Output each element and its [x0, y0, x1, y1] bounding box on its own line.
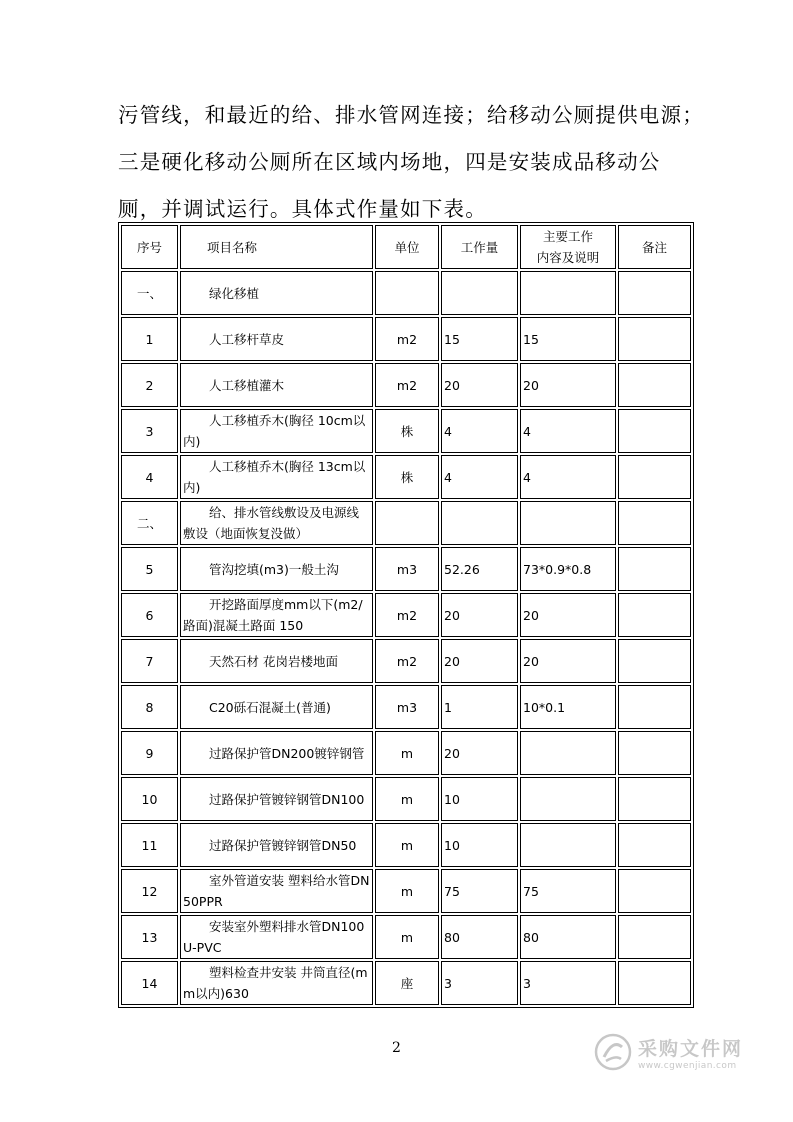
- table-row: [121, 685, 691, 729]
- cell-index: 14: [121, 961, 178, 1005]
- cell-name: 过路保护管镀锌钢管DN100: [180, 777, 373, 821]
- cell-quantity: 20: [441, 593, 518, 637]
- cell-name: 室外管道安装 塑料给水管DN50PPR: [180, 869, 373, 913]
- cell-unit: m: [375, 731, 439, 775]
- cell-index: 13: [121, 915, 178, 959]
- watermark-logo-icon: [594, 1033, 632, 1071]
- table-row: [121, 501, 691, 545]
- cell-quantity: 20: [441, 731, 518, 775]
- cell-name: 人工移植乔木(胸径 10cm以内): [180, 409, 373, 453]
- cell-quantity: 20: [441, 639, 518, 683]
- cell-index: 9: [121, 731, 178, 775]
- table-row: [121, 317, 691, 361]
- paragraph-line: 三是硬化移动公厕所在区域内场地，四是安装成品移动公: [118, 150, 661, 174]
- cell-remark: [618, 777, 691, 821]
- cell-remark: [618, 823, 691, 867]
- table-row: [121, 961, 691, 1005]
- cell-quantity: 10: [441, 823, 518, 867]
- cell-remark: [618, 271, 691, 315]
- cell-name: 人工移杆草皮: [180, 317, 373, 361]
- cell-index: 2: [121, 363, 178, 407]
- paragraph-line: 厕，并调试运行。具体式作量如下表。: [118, 197, 487, 221]
- cell-description: 3: [520, 961, 616, 1005]
- intro-paragraph: [118, 92, 704, 233]
- cell-quantity: [441, 271, 518, 315]
- table-row: [121, 593, 691, 637]
- cell-name: 安装室外塑料排水管DN100U-PVC: [180, 915, 373, 959]
- cell-quantity: 75: [441, 869, 518, 913]
- cell-name: 过路保护管镀锌钢管DN50: [180, 823, 373, 867]
- cell-index: 6: [121, 593, 178, 637]
- cell-remark: [618, 731, 691, 775]
- cell-unit: 株: [375, 409, 439, 453]
- cell-name: 人工移植灌木: [180, 363, 373, 407]
- cell-name: 天然石材 花岗岩楼地面: [180, 639, 373, 683]
- paragraph-line: 污管线，和最近的给、排水管网连接；给移动公厕提供电源；: [118, 103, 704, 127]
- cell-description: 20: [520, 639, 616, 683]
- cell-remark: [618, 363, 691, 407]
- cell-description: 10*0.1: [520, 685, 616, 729]
- cell-description: 4: [520, 455, 616, 499]
- cell-index: 5: [121, 547, 178, 591]
- cell-name: 塑料检查井安装 井筒直径(mm以内)630: [180, 961, 373, 1005]
- cell-description: 73*0.9*0.8: [520, 547, 616, 591]
- cell-index: 一、: [121, 271, 178, 315]
- table-row: [121, 455, 691, 499]
- cell-unit: m2: [375, 639, 439, 683]
- cell-name: 管沟挖填(m3)一般土沟: [180, 547, 373, 591]
- watermark: [594, 1030, 764, 1074]
- header-cell-index: 序号: [121, 225, 178, 269]
- table-row: [121, 639, 691, 683]
- cell-unit: [375, 501, 439, 545]
- cell-name: 人工移植乔木(胸径 13cm以内): [180, 455, 373, 499]
- cell-remark: [618, 915, 691, 959]
- cell-remark: [618, 455, 691, 499]
- cell-unit: m: [375, 869, 439, 913]
- table-header-row: [121, 225, 691, 269]
- cell-quantity: 1: [441, 685, 518, 729]
- table-row: [121, 363, 691, 407]
- cell-remark: [618, 685, 691, 729]
- cell-unit: m: [375, 823, 439, 867]
- table-row: [121, 271, 691, 315]
- cell-index: 12: [121, 869, 178, 913]
- cell-description: [520, 777, 616, 821]
- cell-description: 4: [520, 409, 616, 453]
- cell-index: 4: [121, 455, 178, 499]
- cell-index: 7: [121, 639, 178, 683]
- cell-unit: m2: [375, 317, 439, 361]
- cell-unit: m: [375, 915, 439, 959]
- table-row: [121, 777, 691, 821]
- cell-name: C20砾石混凝土(普通): [180, 685, 373, 729]
- cell-name: 开挖路面厚度mm以下(m2/路面)混凝土路面 150: [180, 593, 373, 637]
- watermark-title: 采购文件网: [638, 1037, 744, 1060]
- cell-remark: [618, 501, 691, 545]
- cell-unit: m: [375, 777, 439, 821]
- cell-quantity: 80: [441, 915, 518, 959]
- cell-unit: m3: [375, 547, 439, 591]
- table-row: [121, 823, 691, 867]
- cell-remark: [618, 639, 691, 683]
- cell-index: 1: [121, 317, 178, 361]
- watermark-url: www.cgwenjian.com: [638, 1060, 737, 1071]
- cell-remark: [618, 869, 691, 913]
- cell-unit: 座: [375, 961, 439, 1005]
- header-cell-quantity: 工作量: [441, 225, 518, 269]
- cell-unit: m3: [375, 685, 439, 729]
- cell-description: [520, 823, 616, 867]
- header-cell-remark: 备注: [618, 225, 691, 269]
- cell-index: 3: [121, 409, 178, 453]
- cell-quantity: 52.26: [441, 547, 518, 591]
- cell-description: [520, 731, 616, 775]
- cell-quantity: 15: [441, 317, 518, 361]
- table-row: [121, 547, 691, 591]
- cell-name: 给、排水管线敷设及电源线敷设（地面恢复没做）: [180, 501, 373, 545]
- cell-unit: [375, 271, 439, 315]
- cell-description: [520, 271, 616, 315]
- cell-quantity: 20: [441, 363, 518, 407]
- header-cell-name: 项目名称: [180, 225, 373, 269]
- header-cell-unit: 单位: [375, 225, 439, 269]
- cell-name: 过路保护管DN200镀锌钢管: [180, 731, 373, 775]
- cell-remark: [618, 317, 691, 361]
- work-quantity-table: [118, 222, 694, 1008]
- cell-index: 11: [121, 823, 178, 867]
- cell-unit: m2: [375, 363, 439, 407]
- cell-description: 20: [520, 363, 616, 407]
- cell-remark: [618, 547, 691, 591]
- cell-remark: [618, 409, 691, 453]
- cell-index: 8: [121, 685, 178, 729]
- cell-description: [520, 501, 616, 545]
- cell-name: 绿化移植: [180, 271, 373, 315]
- header-cell-description: 主要工作 内容及说明: [520, 225, 616, 269]
- cell-description: 75: [520, 869, 616, 913]
- cell-description: 80: [520, 915, 616, 959]
- cell-remark: [618, 593, 691, 637]
- table-row: [121, 409, 691, 453]
- cell-quantity: 3: [441, 961, 518, 1005]
- cell-quantity: 10: [441, 777, 518, 821]
- cell-quantity: 4: [441, 409, 518, 453]
- cell-index: 二、: [121, 501, 178, 545]
- cell-unit: 株: [375, 455, 439, 499]
- cell-description: 20: [520, 593, 616, 637]
- cell-unit: m2: [375, 593, 439, 637]
- table-row: [121, 915, 691, 959]
- cell-index: 10: [121, 777, 178, 821]
- cell-quantity: [441, 501, 518, 545]
- page-number: 2: [392, 1040, 401, 1056]
- table-row: [121, 869, 691, 913]
- table-row: [121, 731, 691, 775]
- cell-quantity: 4: [441, 455, 518, 499]
- cell-remark: [618, 961, 691, 1005]
- cell-description: 15: [520, 317, 616, 361]
